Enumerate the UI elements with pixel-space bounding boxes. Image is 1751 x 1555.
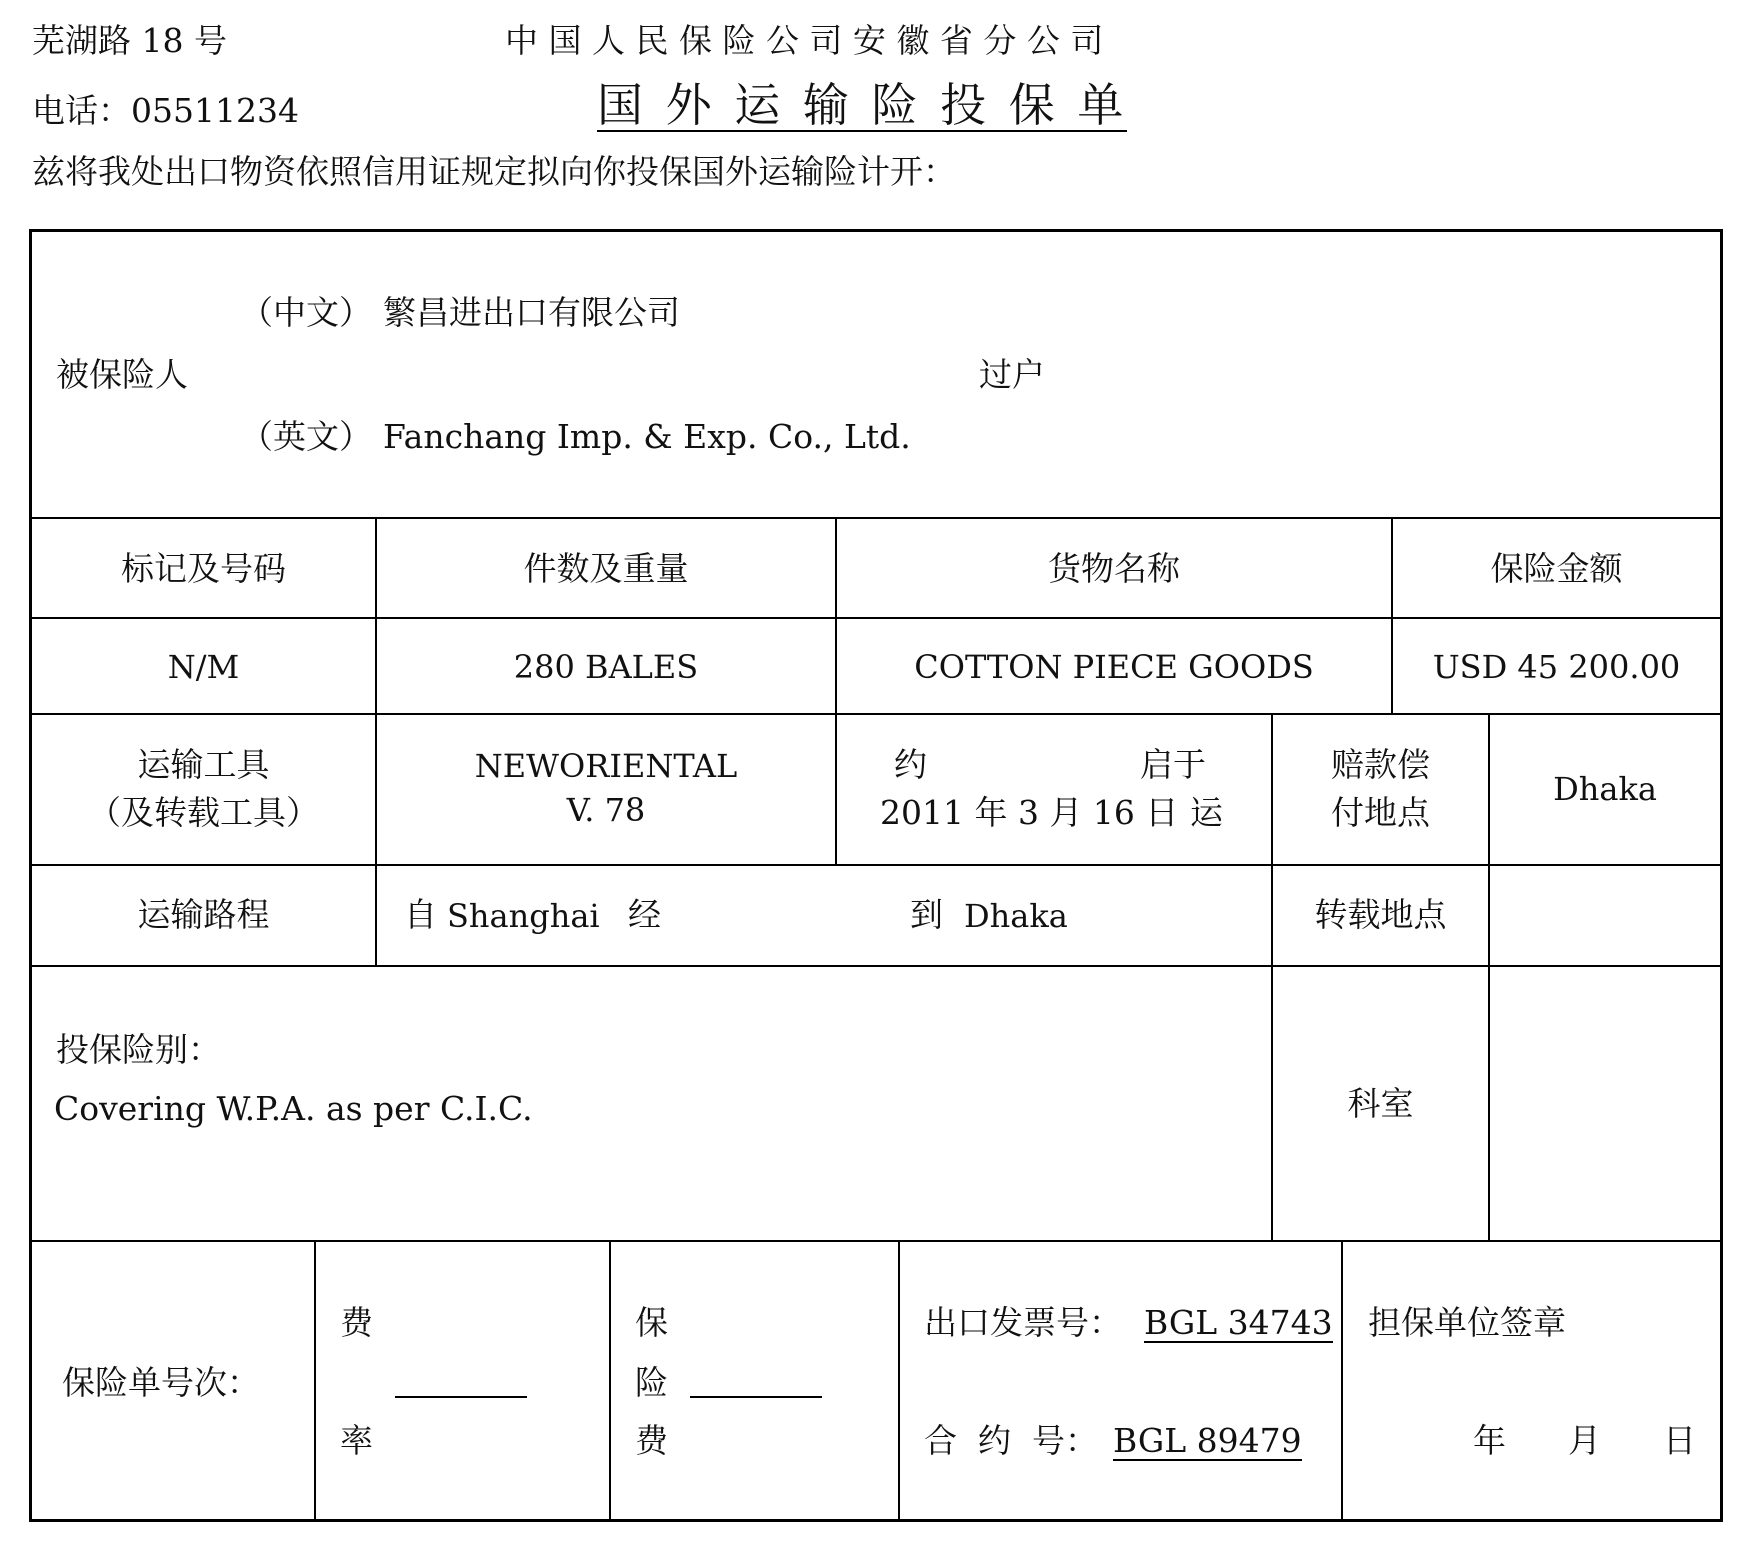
header-marks: 标记及号码: [121, 549, 286, 588]
departure-date: 2011 年 3 月 16 日: [880, 793, 1179, 832]
value-marks: N/M: [167, 648, 240, 686]
value-amount: USD 45 200.00: [1432, 648, 1681, 686]
contract-label: 合 约 号：: [924, 1421, 1098, 1460]
dept-label: 科室: [1347, 1084, 1414, 1123]
form-title: 国 外 运 输 险 投 保 单: [597, 78, 1128, 132]
premium-blank: [690, 1396, 822, 1398]
transport-label-2: （及转载工具）: [88, 793, 319, 832]
header-goods-name: 货物名称: [1048, 549, 1180, 588]
ship-label: 运: [1190, 793, 1223, 832]
claim-label-1: 赔款偿: [1331, 745, 1430, 784]
route-via-label: 经: [628, 895, 661, 934]
route-from-label: 自: [404, 895, 437, 934]
policy-no-label: 保险单号次：: [62, 1363, 260, 1402]
insured-cn-name: 繁昌进出口有限公司: [383, 293, 680, 332]
premium-label-1: 保: [635, 1303, 668, 1342]
transfer-label: 过户: [979, 355, 1045, 394]
claim-place: Dhaka: [1553, 770, 1657, 808]
route-to: Dhaka: [964, 897, 1068, 935]
premium-label-3: 费: [635, 1421, 668, 1460]
insured-cn-prefix: （中文）: [240, 293, 372, 332]
premium-label-2: 险: [635, 1363, 668, 1402]
insured-label: 被保险人: [56, 355, 188, 394]
start-label: 启于: [1140, 745, 1206, 784]
value-goods-name: COTTON PIECE GOODS: [914, 648, 1314, 686]
header-amount: 保险金额: [1490, 549, 1623, 588]
route-from: Shanghai: [447, 897, 600, 935]
transship-label: 转载地点: [1314, 895, 1447, 934]
route-label: 运输路程: [137, 895, 270, 934]
voyage-number: V. 78: [566, 791, 646, 829]
rate-label-top: 费: [340, 1303, 373, 1342]
sign-year: 年: [1473, 1421, 1506, 1460]
sign-day: 日: [1663, 1421, 1696, 1460]
vessel-name: NEWORIENTAL: [474, 747, 738, 785]
coverage-label: 投保险别：: [56, 1030, 221, 1069]
insured-en-name: Fanchang Imp. & Exp. Co., Ltd.: [383, 417, 911, 456]
company-phone: 电话：05511234: [32, 91, 299, 130]
contract-number: BGL 89479: [1113, 1421, 1302, 1460]
rate-label-bottom-text: 率: [340, 1421, 373, 1460]
rate-blank: [395, 1396, 527, 1398]
insurer-name: 中 国 人 民 保 险 公 司 安 徽 省 分 公 司: [505, 21, 1104, 60]
coverage-text: Covering W.P.A. as per C.I.C.: [54, 1089, 533, 1128]
claim-label-2: 付地点: [1331, 793, 1430, 832]
sign-month: 月: [1568, 1421, 1601, 1460]
route-to-label: 到: [910, 895, 943, 934]
company-address: 芜湖路 18 号: [32, 21, 227, 60]
transport-label-1: 运输工具: [137, 745, 270, 784]
about-label: 约: [894, 745, 927, 784]
guarantor-sign-label: 担保单位签章: [1368, 1303, 1566, 1342]
intro-text: 兹将我处出口物资依照信用证规定拟向你投保国外运输险计开：: [32, 152, 956, 191]
invoice-label: 出口发票号：: [924, 1303, 1122, 1342]
invoice-number: BGL 34743: [1144, 1303, 1333, 1342]
header-quantity: 件数及重量: [523, 549, 689, 588]
insured-en-prefix: （英文）: [240, 417, 372, 456]
value-quantity: 280 BALES: [513, 648, 699, 686]
